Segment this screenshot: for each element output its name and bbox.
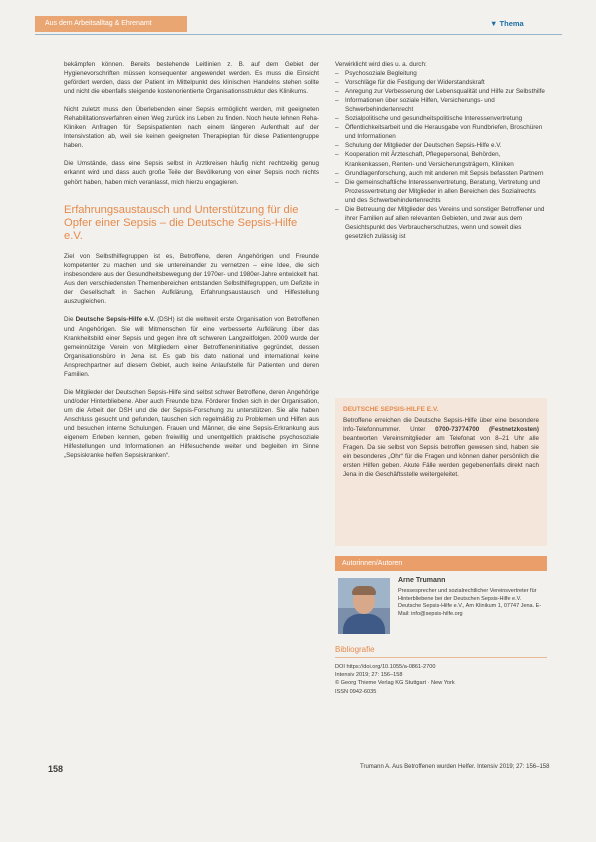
- right-column: [335, 60, 547, 241]
- info-box-text: [335, 416, 547, 479]
- paragraph-5-lead: Die: [64, 316, 76, 324]
- running-header: [0, 14, 596, 38]
- paragraph-3: Die Umstände, dass eine Sepsis selbst in Arztkreisen häufig nicht rechtzeitig genug erkannt wird und dass auch große Teile der Bevölkerung von einer Sepsis noch nichts gehört haben, haben mich veranlasst, mich hierzu engagieren.: [64, 160, 319, 186]
- info-box-text-a: Betroffene erreichen die Deutsche Sepsis-Hilfe über eine besondere Info-Telefonnummer. Unter: [343, 417, 539, 434]
- paragraph-6: Die Mitglieder der Deutschen Sepsis-Hilfe sind selbst schwer Betroffene, deren Angehörige und/oder Hinterbliebene. Aber auch Freunde bzw. Förderer finden sich in der Organisation, um die Arbeit der DSH und die der Sepsis-Forschung zu unterstützen. Sie alle haben Anschluss gesucht und gefunden, tauschen sich regelmäßig zu Problemen und Hilfen aus und besuchen interne Schulungen. Frauen und Männer, die eine Sepsis-Erkrankung aus eigenem Erleben kennen, geben freiwillig und unentgeltlich praktische psychosoziale Hilfestellungen und Informationen an Hilfesuchende weiter und begleiten im Sinne „Sepsiskranke helfen Sepsiskranken“.: [64, 388, 319, 460]
- paragraph-1: bekämpfen können. Bereits bestehende Leitlinien z. B. auf dem Gebiet der Hygienevorschriften müssen konsequenter angewendet werden. Es muss die Einsicht gefördert werden, dass der Patient im Mittelpunkt des klinischen Handelns stehen sollte und nicht die ebenfalls steigende kostenorientierte Organisationsstruktur des Klinikums.: [64, 61, 319, 96]
- list-item: – Grundlagenforschung, auch mit anderen mit Sepsis befassten Partnern: [335, 169, 547, 178]
- header-rule: [35, 34, 562, 35]
- list-item: – Kooperation mit Ärzteschaft, Pflegepersonal, Behörden, Krankenkassen, Renten- und Versicherungsträgern, Kliniken: [335, 150, 547, 168]
- section-label: [490, 19, 524, 28]
- paragraph-4: Ziel von Selbsthilfegruppen ist es, Betroffene, deren Angehörigen und Freunde kompetenter zu machen und sie untereinander zu vernetzen – eine Idee, die sich insbesondere aus der Gesundheitsbewegung der 1970er- und 1980er-Jahre entwickelt hat. Aus den verschiedensten Themenbereichen entstanden Selbsthilfegruppen, um Defizite in der Gesellschaft in Sachen Aufklärung, Erfahrungsaustausch und Hilfestellung auszugleichen.: [64, 253, 319, 306]
- author-heading: Autorinnen/Autoren: [335, 556, 547, 571]
- info-box: [335, 398, 547, 546]
- bibliography-line: ISSN 0942-6035: [335, 688, 377, 695]
- bibliography-line: © Georg Thieme Verlag KG Stuttgart · New York: [335, 680, 455, 687]
- bibliography-heading: Bibliografie: [335, 645, 375, 654]
- info-box-title: DEUTSCHE SEPSIS-HILFE E.V.: [343, 406, 439, 413]
- list-item: – Die Betreuung der Mitglieder des Vereins und sonstiger Betroffener und ihrer Familien auf allen relevanten Gebieten, und zwar aus dem Gesichtspunkt des Verbraucherschutzes, wenn und soweit dies gesetzlich zulässig ist: [335, 205, 547, 241]
- doi-link[interactable]: DOI https://doi.org/10.1055/a-0861-2700: [335, 664, 436, 670]
- bibliography-line: Intensiv 2019; 27: 156–158: [335, 672, 403, 679]
- list-intro: Verwirklicht wird dies u. a. durch:: [335, 61, 427, 68]
- footer-citation: Trumann A. Aus Betroffenen wurden Helfer. Intensiv 2019; 27: 156–158: [360, 764, 550, 770]
- author-photo: [338, 578, 390, 634]
- list-item: – Schulung der Mitglieder der Deutschen Sepsis-Hilfe e.V.: [335, 141, 547, 150]
- bibliography-list: [335, 663, 547, 696]
- hotline-number: 0700-73774700 (Festnetzkosten): [435, 426, 539, 434]
- list-item: – Öffentlichkeitsarbeit und die Herausgabe von Rundbriefen, Broschüren und Informationen: [335, 123, 547, 141]
- organization-name: Deutsche Sepsis-Hilfe e.V.: [75, 316, 155, 324]
- list-item: – Anregung zur Verbesserung der Lebensqualität und Hilfe zur Selbsthilfe: [335, 87, 547, 96]
- activity-list: [335, 69, 547, 241]
- list-item: – Psychosoziale Begleitung: [335, 69, 547, 78]
- bibliography-rule: [335, 657, 547, 658]
- list-item: – Sozialpolitische und gesundheitspolitische Interessenvertretung: [335, 114, 547, 123]
- paragraph-5: [64, 315, 319, 378]
- section-label-text: Thema: [499, 19, 524, 28]
- author-bio: Pressesprecher und sozialrechtlicher Vereinsvertreter für Hinterbliebene bei der Deutschen Sepsis-Hilfe e.V. Deutsche Sepsis-Hilfe e.V., Am Klinikum 1, 07747 Jena. E-Mail: info@sepsis-hilfe.org: [398, 588, 542, 617]
- list-item: – Vorschläge für die Festigung der Widerstandskraft: [335, 78, 547, 87]
- paragraph-2: Nicht zuletzt muss den Überlebenden einer Sepsis ermöglicht werden, mit geeigneten Rehabilitationsverfahren einen Weg zurück ins Leben zu finden. Noch heute lehnen Reha-Kliniken Anfragen für Sepsispatienten nach einem längeren Aufenthalt auf der Intensivstation ab, weil sie keinen geeigneten Therapieplan für diese Patientengruppe haben.: [64, 106, 319, 150]
- chevron-down-icon: ▼: [490, 19, 498, 28]
- list-item: – Informationen über soziale Hilfen, Versicherungs- und Schwerbehindertenrecht: [335, 96, 547, 114]
- info-box-text-b: beantworten Vereinsmitglieder am Telefonat von 8–21 Uhr alle Fragen. Da sie selbst von Sepsis betroffen gewesen sind, haben sie ein besonderes „Ohr“ für die Fragen und können daher persönlich die ersten Hilfen geben. Akute Fälle werden gegebenenfalls direkt nach Jena in die Geschäftsstelle weitergeleitet.: [343, 435, 539, 479]
- author-name: Arne Trumann: [398, 577, 446, 584]
- page-number: 158: [48, 764, 64, 774]
- section-heading: Erfahrungsaustausch und Unterstützung für die Opfer einer Sepsis – die Deutsche Sepsis-Hilfe e.V.: [64, 203, 299, 242]
- left-column: [64, 60, 319, 469]
- list-item: – Die gemeinschaftliche Interessenvertretung, Beratung, Vertretung und Prozessvertretung der Mitglieder in allen Bereichen des Sozialrechts und des Schwerbehindertenrechts: [335, 178, 547, 205]
- paragraph-5-rest: (DSH) ist die weltweit erste Organisation von Betroffenen und Angehörigen. Sie will Mitmenschen für eine verbesserte Aufklärung über das Krankheitsbild einer Sepsis und gegen ihre oft schweren Langzeitfolgen. 2009 wurde der gemeinnützige Verein von Mitgliedern einer Betroffeneninitiative gegründet, dessen Organisationsbüro in Jena ist. Es gab bis dato national und international keine Ansprechpartner auf diesem Gebiet, auch keine Anlaufstelle für Patienten und deren Familien.: [64, 316, 319, 378]
- rubric-label: Aus dem Arbeitsalltag & Ehrenamt: [35, 16, 187, 32]
